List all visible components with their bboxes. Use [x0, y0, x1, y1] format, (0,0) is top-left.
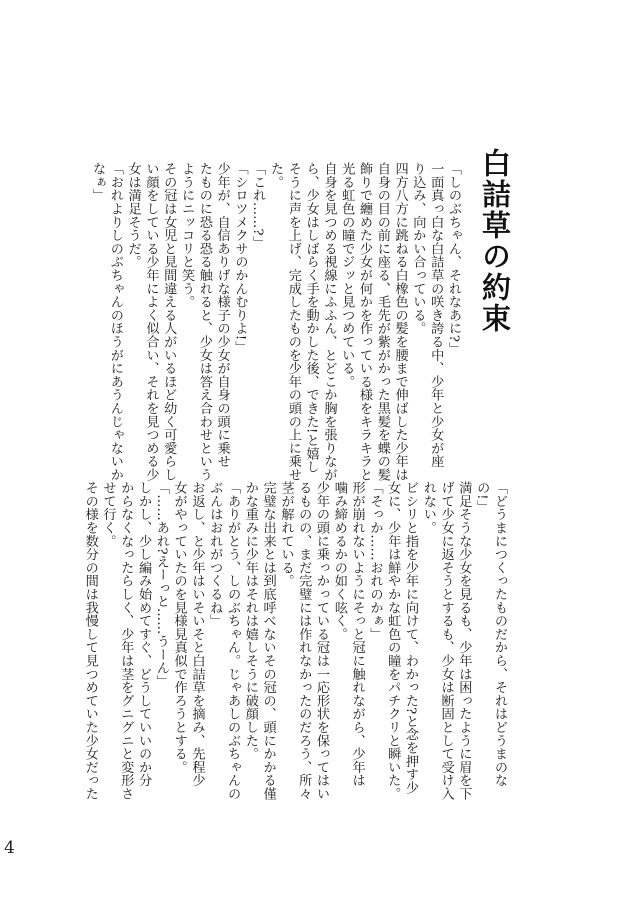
page-number: 4: [4, 838, 15, 858]
text-line: ぶんはおれがつくるね」: [207, 481, 223, 628]
upper-text-block: [88, 162, 462, 482]
text-line: しかし、少し編み始めてすぐ、どうしていいのか分: [136, 481, 152, 787]
text-line: 女に、少年は鮮やかな虹色の瞳をパチクリと瞬いた。: [385, 481, 401, 801]
text-line: 女がやっていたのを見様見真似で作ろうとする。: [171, 481, 187, 774]
text-line: 茎が解れている。: [278, 481, 294, 588]
text-line: 自身の目の前に座る、毛先が紫がかった黒髪を蝶の髪: [374, 162, 390, 482]
text-line: 女は満足そうだ。: [125, 162, 141, 269]
lower-text-block: [81, 481, 508, 801]
text-line: かな重みに少年はそれは嬉しそうに破顔した。: [242, 481, 258, 761]
text-line: からなくなったらしく、少年は茎をグニグニと変形さ: [118, 481, 134, 801]
text-line: 「どうまにつくったものだから、それはどうまのな: [492, 481, 507, 787]
text-line: の!」: [474, 481, 490, 513]
text-line: 「おれよりしのぶちゃんのほうがにあうんじゃないか: [107, 162, 123, 482]
text-line: り込み、向かい合っている。: [410, 162, 426, 335]
text-line: 少年の頭に乗っかっている冠は一応形状を保ってはい: [314, 481, 330, 801]
text-line: 「ありがとう、しのぶちゃん。じゃあしのぶちゃんの: [225, 481, 241, 801]
text-line: そうに声を上げ、完成したものを少年の頭の上に乗せ: [285, 162, 301, 482]
text-line: ら、少女はしばらく手を動かした後、できた!と嬉し: [303, 162, 319, 474]
text-line: 四方八方に跳ねる白橡色の髪を腰まで伸ばした少年は: [392, 162, 408, 482]
text-line: 「しのぶちゃん、それなあに?」: [446, 162, 461, 356]
text-line: れない。: [420, 481, 436, 535]
text-line: たものに恐る恐る触れると、少女は答え合わせという: [196, 162, 212, 482]
text-line: 「シロツメクサのかんむりよ!」: [232, 162, 248, 354]
text-line: せて行く。: [100, 481, 116, 548]
text-line: い顔をしている少年によく似合い、それを見つめる少: [143, 162, 159, 482]
text-line: げて少女に返そうとするも、少女は断固として受け入: [438, 481, 454, 801]
text-line: 「これ……?」: [250, 162, 266, 249]
text-line: 光る虹色の瞳でジッと見つめている。: [339, 162, 355, 389]
text-line: るものの、まだ完璧には作れなかったのだろう、所々: [296, 481, 312, 801]
text-line: 「……あれ?えーっと……うーん」: [153, 481, 169, 688]
text-line: 形が崩れないようにそっと冠に触れながら、少年は: [349, 481, 365, 787]
text-line: なぁ」: [90, 162, 106, 202]
text-line: ようにニッコリと笑う。: [179, 162, 195, 309]
text-line: 一面真っ白な白詰草の咲き誇る中、少年と少女が座: [428, 162, 444, 468]
text-line: 完璧な出来とは到底呼べないその冠の、頭にかかる僅: [260, 481, 276, 801]
text-line: た。: [268, 162, 284, 189]
text-line: 満足そうな少女を見るも、少年は困ったように眉を下: [456, 481, 472, 801]
text-line: その冠は女児と見間違える人がいるほど幼く可愛らし: [161, 162, 177, 482]
chapter-title: 白詰草の約束: [478, 148, 512, 334]
text-line: ビシリと指を少年に向けて、わかった?と念を押す少: [403, 481, 419, 795]
text-line: 噛み締めるかの如く呟く。: [331, 481, 347, 641]
text-line: 「そっか……おれのかぁ」: [367, 481, 383, 641]
text-line: その様を数分の間は我慢して見つめていた少女だった: [82, 481, 98, 801]
text-line: 自身を見つめる視線にふふん、とどこか胸を張りなが: [321, 162, 337, 482]
text-line: 飾りで纏めた少女が何かを作っている様をキラキラと: [357, 162, 373, 482]
text-line: お返し、と少年はいそいそと白詰草を摘み、先程少: [189, 481, 205, 787]
text-line: 少年が、自信ありげな様子の少女が自身の頭に乗せ: [214, 162, 230, 468]
